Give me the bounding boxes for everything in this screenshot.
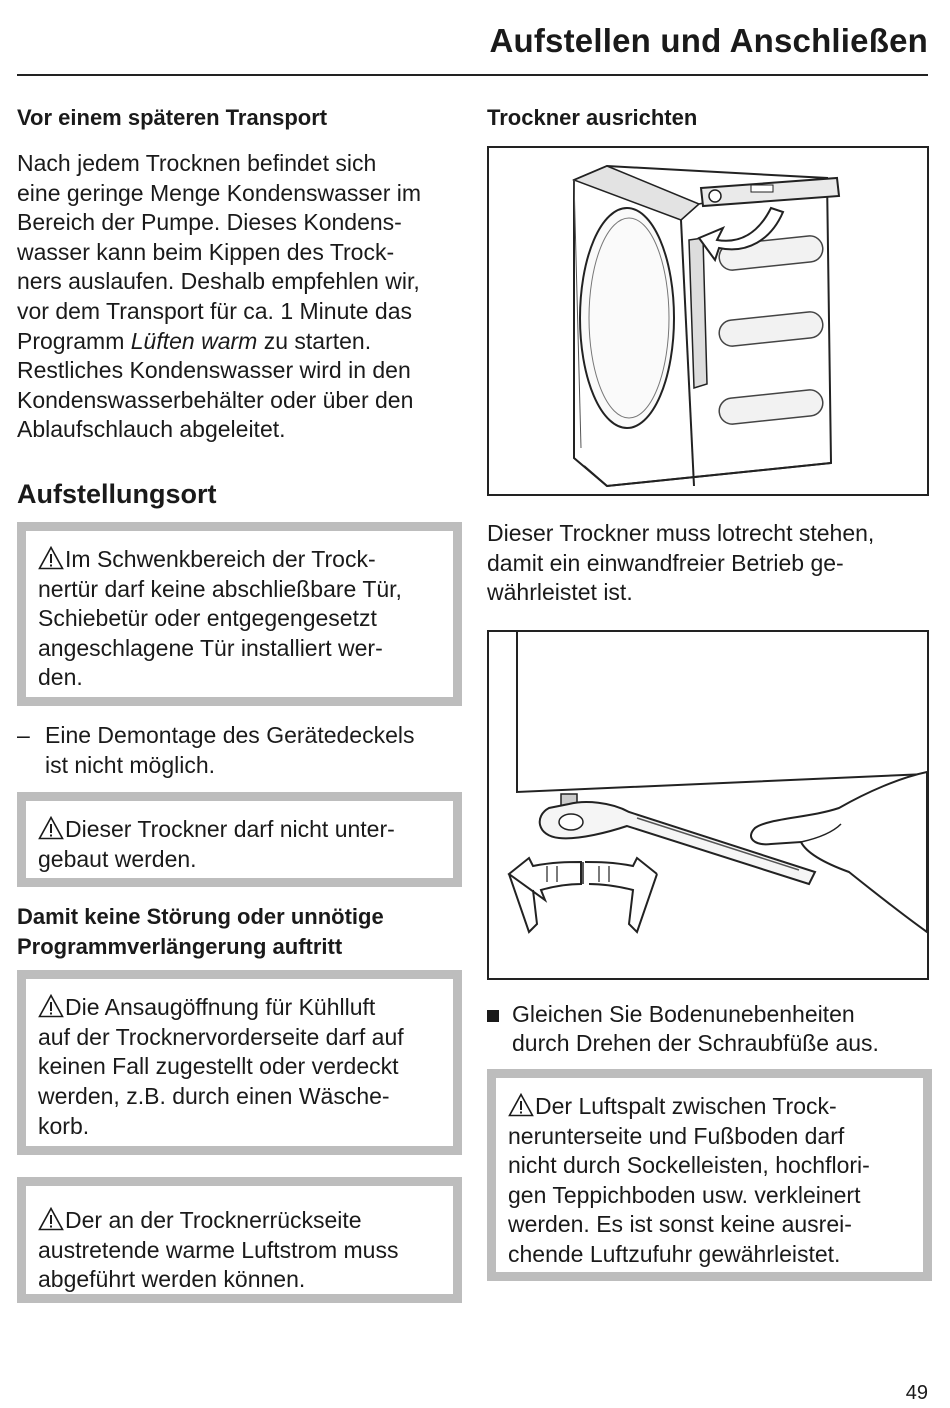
right-column bbox=[487, 100, 932, 1281]
header-divider bbox=[17, 74, 928, 76]
location-heading: Aufstellungsort bbox=[17, 478, 217, 509]
warning-box-underbuild: Dieser Trockner darf nicht unter- gebaut werden. bbox=[17, 792, 462, 887]
transport-paragraph: Nach jedem Trocknen befindet sich eine geringe Menge Kondenswasser im Bereich der Pumpe. Dieses Kondens- wasser kann beim Kippen des Trock- ners auslaufen. Deshalb empfehlen wir, vor dem Transport für ca. 1 Minute das Programm Lüften warm zu starten. Restliches Kondenswasser wird in den Kondenswasserbehälter oder über den Ablaufschlauch abgeleitet. bbox=[17, 150, 422, 443]
warning-box-door: Im Schwenkbereich der Trock- nertür darf keine abschließbare Tür, Schiebetür oder entgegengesetzt angeschlagene Tür installiert wer- den. bbox=[17, 522, 462, 706]
warning-box-airflow: Der an der Trocknerrückseite austretende warme Luftstrom muss abgeführt werden können. bbox=[17, 1177, 462, 1303]
warning-triangle-icon bbox=[38, 994, 64, 1018]
dash-bullet: – bbox=[17, 721, 30, 748]
dryer-with-spirit-level-drawing bbox=[489, 148, 927, 494]
warning-box-air-gap: Der Luftspalt zwischen Trock- nerunterseite und Fußboden darf nicht durch Sockelleisten, hochflori- gen Teppichboden usw. verkleinert werden. Es ist sonst keine ausrei- chende Luftzufuhr gewährleistet. bbox=[487, 1069, 932, 1281]
square-bullet-icon bbox=[487, 1010, 499, 1022]
wrench-foot-illustration bbox=[487, 630, 929, 980]
page-title: Aufstellen und Anschließen bbox=[489, 22, 928, 59]
transport-heading: Vor einem späteren Transport bbox=[17, 105, 328, 130]
warning-triangle-icon bbox=[38, 546, 64, 570]
align-heading: Trockner ausrichten bbox=[487, 105, 698, 130]
align-paragraph: Dieser Trockner muss lotrecht stehen, damit ein einwandfreier Betrieb ge- währleistet ist. bbox=[487, 520, 875, 606]
warning-box-air-intake: Die Ansaugöffnung für Kühlluft auf der Trocknervorderseite darf auf keinen Fall zugestellt oder verdeckt werden, z.B. durch einen Wäsche- korb. bbox=[17, 970, 462, 1155]
page-number: 49 bbox=[905, 1382, 928, 1404]
list-item: Gleichen Sie Bodenunebenheiten durch Drehen der Schraubfüße aus. bbox=[487, 1000, 932, 1059]
warning-triangle-icon bbox=[38, 816, 64, 840]
warning-triangle-icon bbox=[508, 1093, 534, 1117]
left-column bbox=[17, 100, 462, 1303]
program-name: Lüften warm bbox=[130, 327, 258, 354]
warning-triangle-icon bbox=[38, 1207, 64, 1231]
disturbance-heading: Damit keine Störung oder unnötige Programmverlängerung auftritt bbox=[17, 904, 384, 960]
dryer-level-illustration bbox=[487, 146, 929, 496]
adjusting-foot-with-wrench-drawing bbox=[489, 632, 927, 978]
list-item: – Eine Demontage des Gerätedeckels ist nicht möglich. bbox=[17, 721, 415, 778]
